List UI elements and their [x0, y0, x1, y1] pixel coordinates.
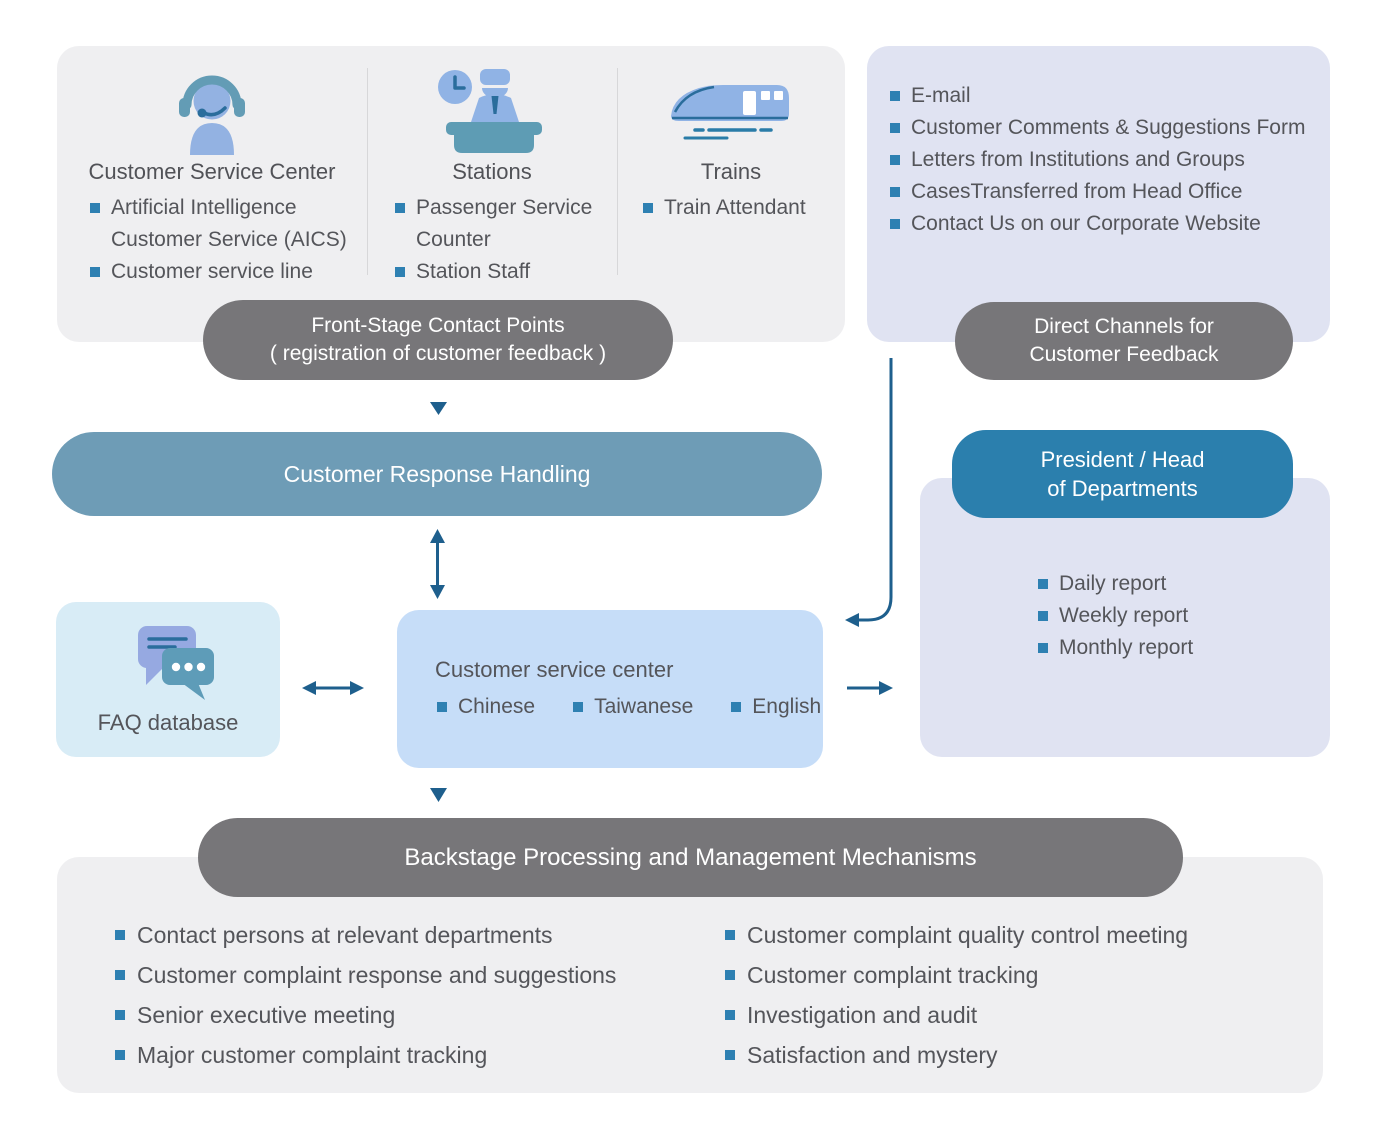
front-stage-label-pill	[203, 300, 673, 380]
backstage-left-list	[115, 915, 705, 1075]
language-list	[437, 694, 821, 720]
arrow-response-center-bidirectional-icon	[430, 529, 445, 599]
column-title: Customer Service Center	[88, 159, 336, 184]
list-item: Monthly report	[1038, 632, 1308, 664]
list-item: Weekly report	[1038, 600, 1308, 632]
customer-response-handling-bar: Customer Response Handling	[52, 432, 822, 516]
bullet-square-icon	[395, 267, 405, 277]
pill-text-line: President / Head	[1040, 447, 1205, 472]
bullet-square-icon	[573, 702, 583, 712]
list-item: Artificial Intelligence Customer Service (AICS)	[90, 192, 352, 256]
bullet-square-icon	[90, 203, 100, 213]
list-item: E-mail	[890, 80, 1315, 112]
column-title: Stations	[452, 159, 532, 184]
bullet-square-icon	[890, 219, 900, 229]
language-item: Chinese	[437, 694, 535, 720]
list-item: Daily report	[1038, 568, 1308, 600]
list-item: Contact persons at relevant departments	[115, 915, 705, 955]
list-item: Satisfaction and mystery	[725, 1035, 1315, 1075]
pill-text-line: of Departments	[1047, 476, 1198, 501]
list-item: CasesTransferred from Head Office	[890, 176, 1315, 208]
bullet-square-icon	[395, 203, 405, 213]
pill-text-line: Direct Channels for	[1034, 315, 1214, 338]
list-item: Senior executive meeting	[115, 995, 705, 1035]
bullet-square-icon	[890, 91, 900, 101]
list-item: Major customer complaint tracking	[115, 1035, 705, 1075]
list-item: Customer complaint quality control meeting	[725, 915, 1315, 955]
bullet-square-icon	[437, 702, 447, 712]
pill-text-line: Customer Feedback	[1029, 343, 1219, 366]
arrow-frontstage-to-response-icon	[430, 402, 447, 415]
backstage-right-list	[725, 915, 1315, 1075]
bullet-square-icon	[643, 203, 653, 213]
bullet-square-icon	[890, 187, 900, 197]
column-item-list	[395, 192, 600, 288]
list-item: Station Staff	[395, 256, 600, 288]
bullet-square-icon	[890, 155, 900, 165]
direct-channels-label-pill	[955, 302, 1293, 380]
column-item-list	[90, 192, 352, 288]
bullet-square-icon	[1038, 611, 1048, 621]
bullet-square-icon	[725, 1050, 735, 1060]
bullet-square-icon	[1038, 643, 1048, 653]
list-item: Train Attendant	[643, 192, 833, 224]
bullet-square-icon	[115, 930, 125, 940]
bullet-square-icon	[890, 123, 900, 133]
list-item: Customer complaint response and suggestions	[115, 955, 705, 995]
list-item: Letters from Institutions and Groups	[890, 144, 1315, 176]
list-item: Contact Us on our Corporate Website	[890, 208, 1315, 240]
reports-list	[1038, 568, 1308, 664]
direct-channels-list	[890, 80, 1315, 240]
bullet-square-icon	[725, 1010, 735, 1020]
list-item: Customer complaint tracking	[725, 955, 1315, 995]
train-icon	[665, 74, 795, 144]
bullet-square-icon	[115, 1010, 125, 1020]
backstage-label-pill: Backstage Processing and Management Mechanisms	[198, 818, 1183, 897]
bullet-square-icon	[731, 702, 741, 712]
list-item: Investigation and audit	[725, 995, 1315, 1035]
list-item: Customer Comments & Suggestions Form	[890, 112, 1315, 144]
arrow-direct-channels-to-center-icon	[845, 358, 891, 627]
bullet-square-icon	[725, 930, 735, 940]
president-label-pill	[952, 430, 1293, 518]
chat-bubbles-icon	[124, 622, 214, 704]
bullet-square-icon	[90, 267, 100, 277]
bullet-square-icon	[725, 970, 735, 980]
column-item-list	[643, 192, 833, 224]
pill-text-line: ( registration of customer feedback )	[269, 342, 607, 365]
arrow-center-to-backstage-icon	[430, 788, 447, 802]
language-item: Taiwanese	[573, 694, 693, 720]
pill-text-line: Front-Stage Contact Points	[311, 314, 565, 337]
list-item: Passenger Service Counter	[395, 192, 600, 256]
customer-service-center-box	[397, 610, 823, 768]
faq-database-label: FAQ database	[97, 710, 239, 735]
arrow-center-to-president-icon	[847, 681, 893, 695]
arrow-faq-center-bidirectional-icon	[302, 681, 364, 695]
bullet-square-icon	[1038, 579, 1048, 589]
customer-service-center-title: Customer service center	[435, 657, 674, 682]
station-counter-icon	[428, 64, 558, 154]
headset-agent-icon	[167, 60, 257, 155]
column-title: Trains	[700, 159, 762, 184]
bullet-square-icon	[115, 970, 125, 980]
list-item: Customer service line	[90, 256, 352, 288]
bullet-square-icon	[115, 1050, 125, 1060]
language-item: English	[731, 694, 821, 720]
